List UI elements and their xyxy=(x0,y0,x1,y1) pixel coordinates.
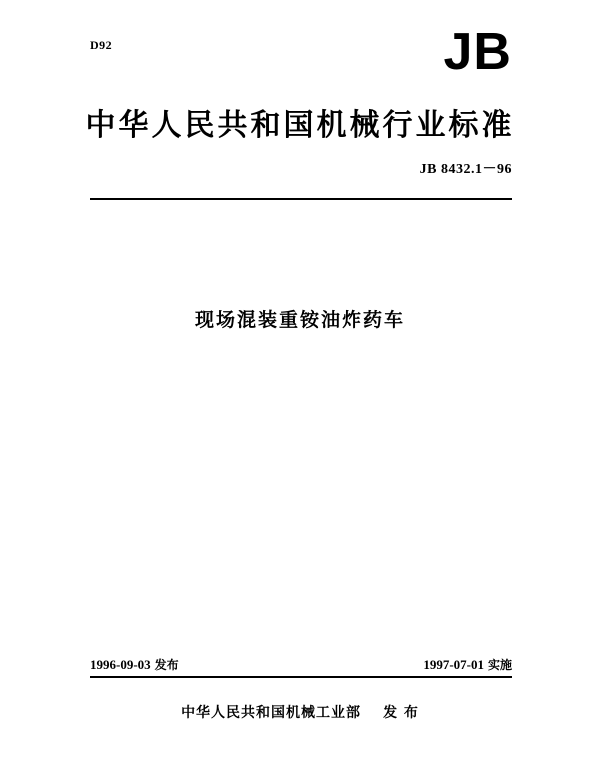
footer-dates xyxy=(90,656,512,673)
standard-number: JB 8432.1－96 xyxy=(419,162,512,177)
issue-label: 发布 xyxy=(154,658,179,672)
header-divider xyxy=(90,198,512,200)
issue-date-cell xyxy=(90,656,179,673)
publisher-action: 发 布 xyxy=(383,705,419,721)
issue-date: 1996-09-03 xyxy=(90,657,151,672)
publisher-name: 中华人民共和国机械工业部 xyxy=(181,705,362,721)
effective-label: 实施 xyxy=(487,658,512,672)
header-title: 中华人民共和国机械行业标准 xyxy=(85,108,515,143)
document-title: 现场混装重铵油炸药车 xyxy=(194,309,405,331)
effective-date: 1997-07-01 xyxy=(423,657,484,672)
standard-mark: JB xyxy=(443,23,512,81)
publisher-line xyxy=(0,702,600,722)
footer-divider xyxy=(90,676,512,678)
effective-date-cell xyxy=(423,656,512,673)
classification-code: D92 xyxy=(90,38,113,52)
